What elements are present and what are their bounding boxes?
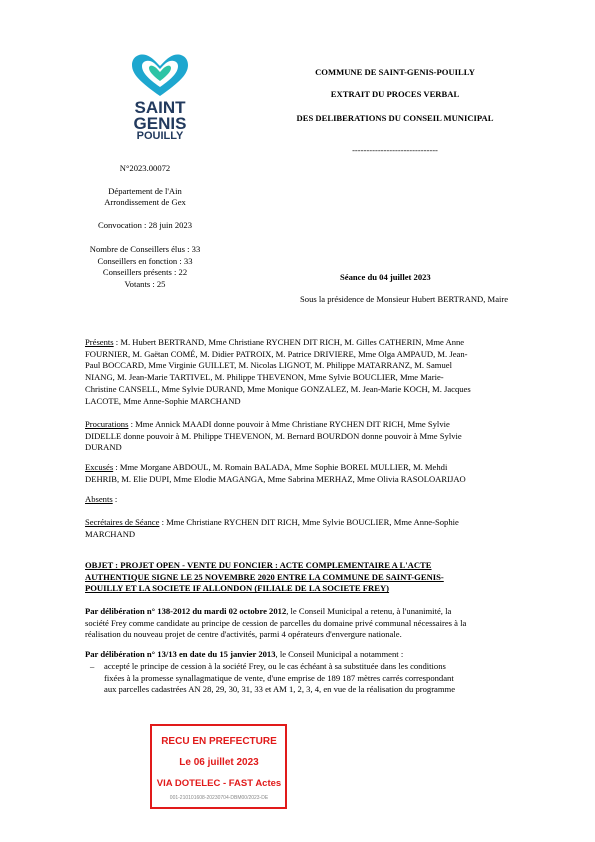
objet-label: OBJET	[85, 560, 114, 570]
bullet-list-item	[104, 661, 530, 696]
presents-line: Paul BOCCARD, Mme Virginie GUILLET, M. Nicolas LIGNOT, M. Philippe MATARRANZ, M. Samuel	[85, 360, 452, 371]
absents-block	[85, 494, 530, 506]
procurations-line: DURAND	[85, 442, 122, 453]
para1-line: réalisation du nouveau projet de centre d'activités, parmi 4 opérateurs d'envergure nationale.	[85, 629, 402, 640]
prefecture-stamp	[150, 724, 287, 809]
header-separator: ------------------------------	[352, 145, 438, 155]
logo-word-genis: GENIS	[133, 114, 187, 133]
procurations-label: Procurations	[85, 419, 129, 429]
header-commune: COMMUNE DE SAINT-GENIS-POUILLY	[315, 67, 475, 77]
secretaires-line: : Mme Christiane RYCHEN DIT RICH, Mme Sylvie BOUCLIER, Mme Anne-Sophie	[159, 517, 459, 527]
presents-label: Présents	[85, 337, 114, 347]
votants: Votants : 25	[124, 279, 166, 289]
absents-value: :	[112, 494, 118, 504]
objet-line: AUTHENTIQUE SIGNE LE 25 NOVEMBRE 2020 ENTRE LA COMMUNE DE SAINT-GENIS-	[85, 571, 444, 582]
presents-line: NIANG, M. Jean-Marie TARTIVEL, M. Philippe THEVENON, Mme Sylvie BOUCLIER, Mme Marie-	[85, 372, 444, 383]
header-deliberations: DES DELIBERATIONS DU CONSEIL MUNICIPAL	[296, 113, 494, 123]
arrondissement: Arrondissement de Gex	[104, 197, 186, 207]
bullet-dash: –	[90, 661, 95, 671]
presents-line: LACOTE, Mme Anne-Sophie MARCHAND	[85, 395, 241, 406]
seance-presidence: Sous la présidence de Monsieur Hubert BERTRAND, Maire	[300, 294, 509, 304]
procurations-line: DIDELLE donne pouvoir à M. Philippe THEVENON, M. Bernard BOURDON donne pouvoir à Mme Sylvie	[85, 430, 462, 441]
commune-logo	[110, 52, 210, 142]
convocation: Convocation : 28 juin 2023	[97, 220, 193, 230]
header-extrait: EXTRAIT DU PROCES VERBAL	[330, 89, 460, 99]
conseillers-fonction: Conseillers en fonction : 33	[97, 256, 193, 266]
presents-line: Christine CANSELL, Mme Sylvie DURAND, Mme Monique GONZALEZ, M. Jean-Marie KOCH, M. Jacques	[85, 383, 471, 394]
paragraph-2	[85, 649, 530, 661]
stamp-line-4: 001-210101608-20230704-DBM00/2023-DE	[169, 795, 269, 801]
presents-line: FOURNIER, M. Gaëtan COMÉ, M. Didier PATROIX, M. Patrice DRIVIERE, Mme Olga AMPAUD, M. Jean-	[85, 348, 468, 359]
procurations-line: : Mme Annick MAADI donne pouvoir à Mme Christiane RYCHEN DIT RICH, Mme Sylvie	[128, 419, 450, 429]
bullet-line: accepté le principe de cession à la société Frey, ou le cas échéant à sa substituée dans les conditions	[104, 661, 446, 671]
objet-line: POUILLY ET LA SOCIETE IF ALLONDON (FILIALE DE LA SOCIETE FREY)	[85, 583, 390, 594]
para2-bold: Par délibération n° 13/13 en date du 15 janvier 2013	[85, 649, 276, 659]
secretaires-label: Secrétaires de Séance	[85, 517, 160, 527]
para1-bold: Par délibération n° 138-2012 du mardi 02 octobre 2012	[85, 606, 287, 616]
stamp-line-1: RECU EN PREFECTURE	[161, 736, 277, 747]
logo-word-saint: SAINT	[134, 98, 186, 117]
excuses-block	[85, 462, 530, 485]
excuses-label: Excusés	[85, 462, 114, 472]
absents-label: Absents	[85, 494, 113, 504]
seance-date: Séance du 04 juillet 2023	[340, 272, 431, 282]
procurations-block	[85, 419, 530, 454]
paragraph-1	[85, 606, 530, 641]
excuses-line: : Mme Morgane ABDOUL, M. Romain BALADA, Mme Sophie BOREL MULLIER, M. Mehdi	[113, 462, 448, 472]
bullet-line: fixées à la promesse synallagmatique de vente, d'une emprise de 189 187 mètres carrés correspondant	[104, 672, 454, 683]
secretaires-line: MARCHAND	[85, 528, 136, 539]
para1-line: société Frey comme candidate au principe de cession de parcelles du domaine privé communal nécessaires à la	[85, 617, 467, 628]
para2-rest: , le Conseil Municipal a notamment :	[275, 649, 404, 659]
conseillers-presents: Conseillers présents : 22	[102, 267, 188, 277]
presents-line: : M. Hubert BERTRAND, Mme Christiane RYCHEN DIT RICH, M. Gilles CATHERIN, Mme Anne	[113, 337, 465, 347]
stamp-line-3: VIA DOTELEC - FAST Actes	[156, 778, 282, 789]
conseillers-elus: Nombre de Conseillers élus : 33	[89, 244, 201, 254]
stamp-line-2: Le 06 juillet 2023	[179, 757, 259, 768]
excuses-line: DEHRIB, M. Elie DUPI, Mme Elodie MAGANGA, Mme Sabrina MERHAZ, Mme Olivia RASOLOARIJAO	[85, 473, 466, 484]
departement: Département de l'Ain	[108, 186, 182, 196]
heart-logo-icon	[110, 52, 210, 98]
objet-block	[85, 560, 530, 595]
secretaires-block	[85, 517, 530, 540]
bullet-line: aux parcelles cadastrées AN 28, 29, 30, 31, 33 et AM 1, 2, 3, 4, en vue de la réalisation du programme	[104, 684, 456, 695]
presents-block	[85, 337, 530, 407]
objet-line: : PROJET OPEN - VENTE DU FONCIER : ACTE COMPLEMENTAIRE A L'ACTE	[113, 560, 432, 570]
logo-word-pouilly: POUILLY	[136, 130, 184, 142]
numero: N°2023.00072	[119, 163, 171, 173]
para1-line: , le Conseil Municipal a retenu, à l'unanimité, la	[286, 606, 452, 616]
